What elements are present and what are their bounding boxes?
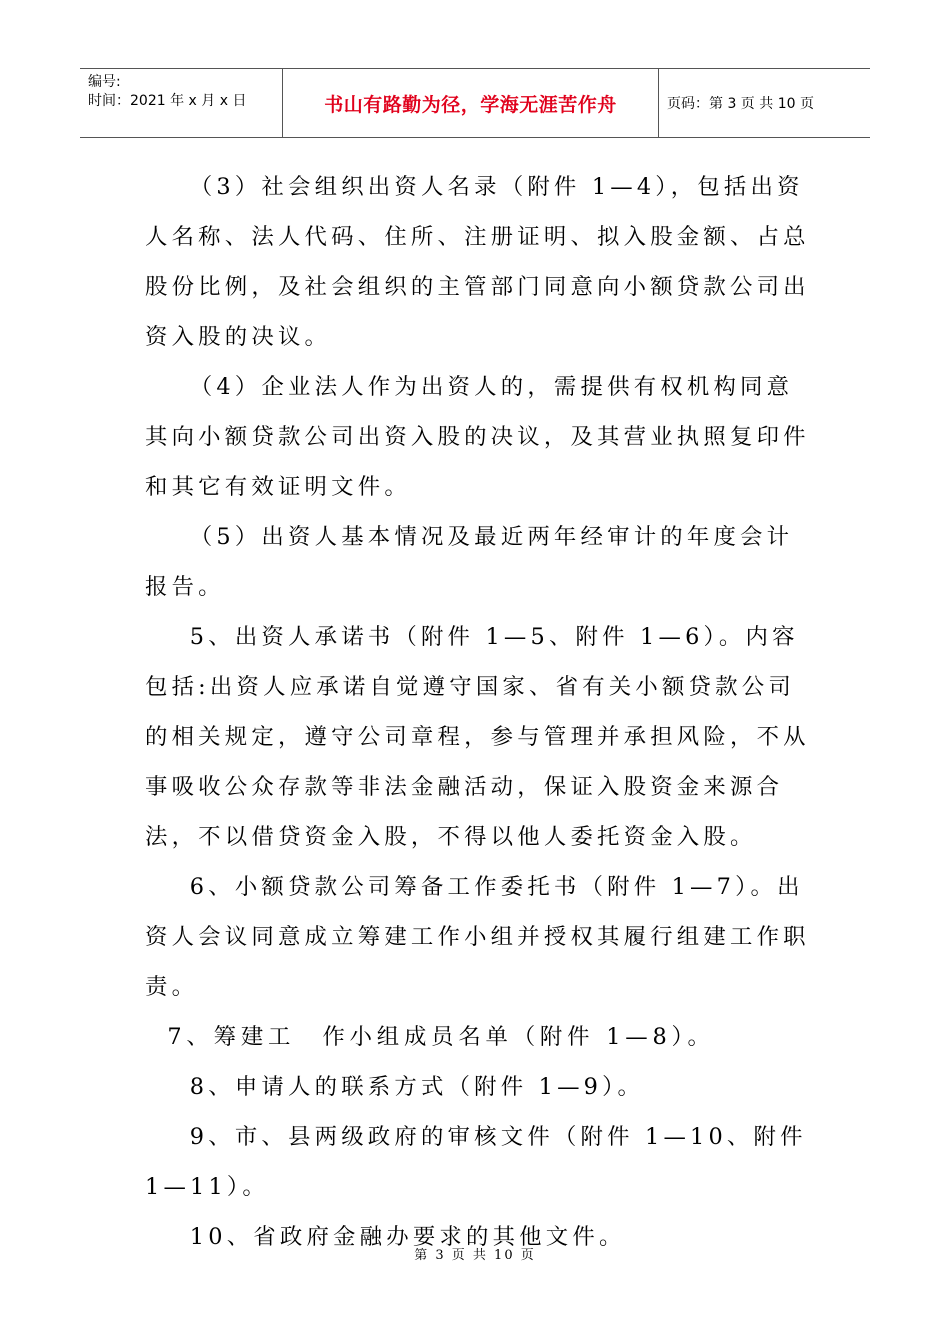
item-8-contact: 8、申请人的联系方式（附件 1—9）。 [189,1074,645,1100]
time-label: 时间：2021 年 x 月 x 日 [88,93,247,109]
motto-text: 书山有路勤为径，学海无涯苦作舟 [324,93,617,116]
item-7-members: 7、筹建工 作小组成员名单（附件 1—8）。 [167,1024,715,1050]
item-9-government-review: 9、市、县两级政府的审核文件（附件 1—10、附件 1—11）。 [145,1124,807,1200]
item-10-other-documents: 10、省政府金融办要求的其他文件。 [189,1224,626,1250]
header-page-code: 页码：第 3 页 共 10 页 [667,96,814,112]
item-5-commitment: 5、出资人承诺书（附件 1—5、附件 1—6）。内容包括:出资人应承诺自觉遵守国家、省有关小额贷款公司的相关规定，遵守公司章程，参与管理并承担风险，不从事吸收公众存款等非法金融活动，保证入股资金来源合法，不以借贷资金入股，不得以他人委托资金入股。 [145,624,810,850]
number-label: 编号: [88,74,121,90]
paragraph-5: （5）出资人基本情况及最近两年经审计的年度会计报告。 [145,524,794,600]
page-footer: 第 3 页 共 10 页 [414,1248,536,1263]
header-motto-cell [283,69,659,137]
document-body [145,162,815,1262]
paragraph-4: （4）企业法人作为出资人的，需提供有权机构同意其向小额贷款公司出资入股的决议，及其营业执照复印件和其它有效证明文件。 [145,374,810,500]
item-6-mandate: 6、小额贷款公司筹备工作委托书（附件 1—7）。出资人会议同意成立筹建工作小组并授权其履行组建工作职责。 [145,874,810,1000]
document-header [80,68,870,138]
header-meta [80,69,283,137]
paragraph-3: （3）社会组织出资人名录（附件 1—4），包括出资人名称、法人代码、住所、注册证明、拟入股金额、占总股份比例，及社会组织的主管部门同意向小额贷款公司出资入股的决议。 [145,174,810,350]
